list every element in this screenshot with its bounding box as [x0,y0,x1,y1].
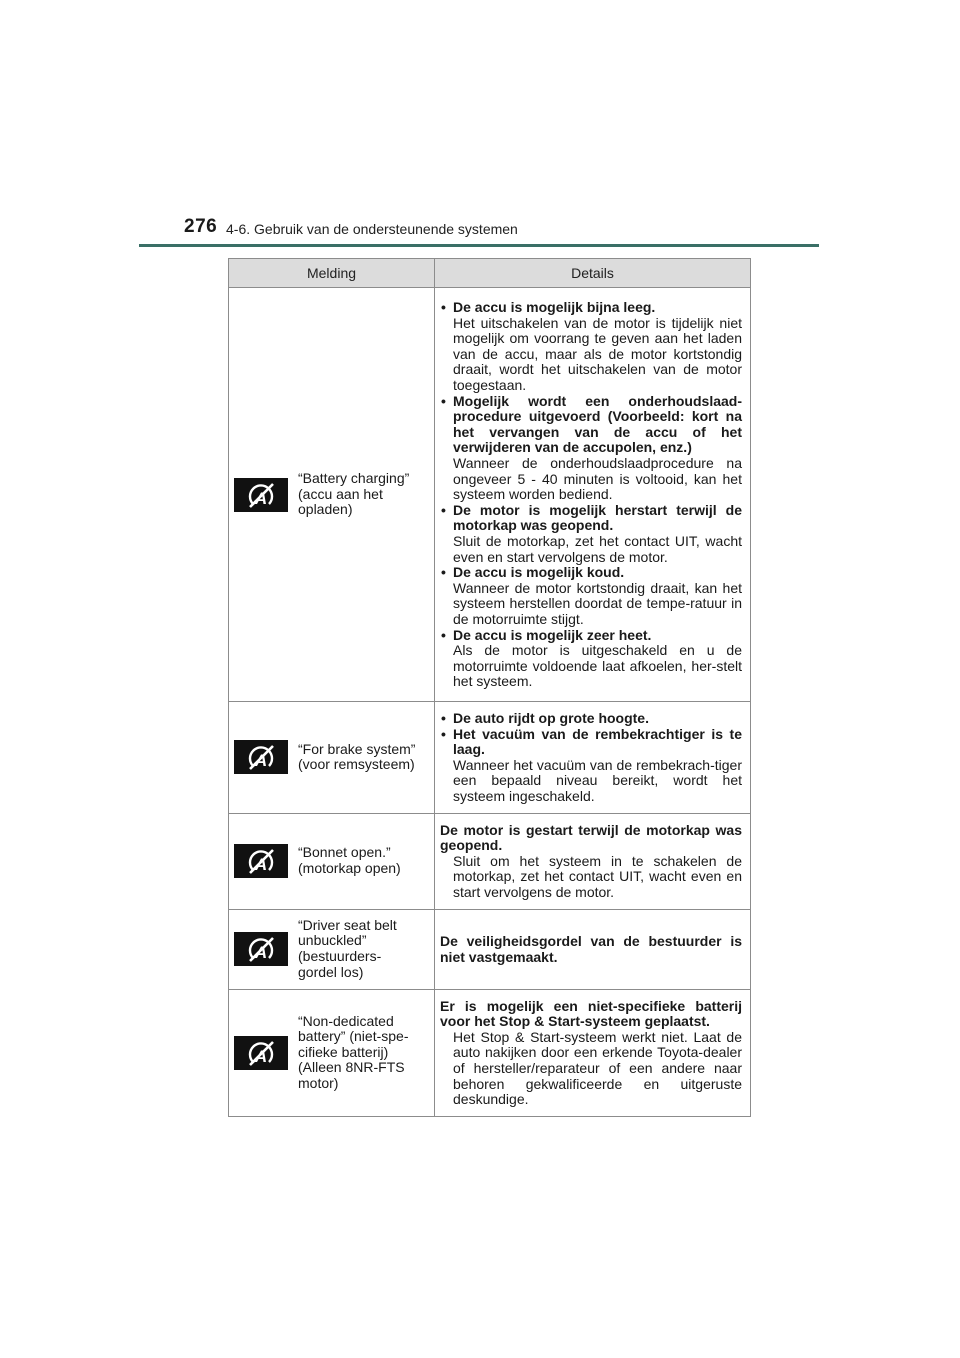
message-cell [229,288,435,702]
detail-heading: • De motor is mogelijk herstart terwijl de motorkap was geopend. [453,501,742,534]
detail-heading: • De accu is mogelijk koud. [453,564,625,581]
details-cell [435,909,751,989]
table-row [229,989,751,1116]
message-text: “Bonnet open.” (motorkap open) [298,844,401,877]
table-row [229,813,751,909]
table-row [229,288,751,702]
message-table [228,258,751,1117]
stop-start-off-icon [234,844,288,878]
stop-start-off-icon [234,1036,288,1070]
detail-text: Sluit om het systeem in te schakelen de motorkap, zet het contact UIT, wacht even en start vervolgens de motor. [453,852,742,900]
list-item [440,503,742,565]
detail-heading: Er is mogelijk een niet-specifieke batterij voor het Stop & Start-systeem geplaatst. [440,997,742,1030]
column-header-details: Details [435,259,751,288]
table-row [229,909,751,989]
detail-heading: • De accu is mogelijk zeer heet. [453,626,652,643]
stop-start-off-icon [234,740,288,774]
message-cell [229,702,435,814]
detail-text: Sluit de motorkap, zet het contact UIT, wacht even en start vervolgens de motor. [453,532,742,565]
details-list [440,300,742,690]
detail-heading: • Mogelijk wordt een onderhoudslaad-procedure uitgevoerd (Voorbeeld: kort na het vervangen van de accu of het verwijderen van de accupolen, enz.) [453,392,742,456]
message-cell [229,909,435,989]
detail-text: Het uitschakelen van de motor is tijdelijk niet mogelijk om voorrang te geven aan het laden van de accu, maar als de motor kortstondig draait, wordt het uitschakelen van de motor toegestaan. [453,314,742,394]
details-cell [435,288,751,702]
detail-text: Wanneer de motor kortstondig draait, kan het systeem herstellen doordat de tempe-ratuur in de motorruimte stijgt. [453,579,742,627]
list-item [440,628,742,690]
list-item [440,727,742,805]
detail-text: Het Stop & Start-systeem werkt niet. Laat de auto nakijken door een erkende Toyota-dealer of hersteller/reparateur of een andere naar behoren gekwalificeerde en uitgeruste deskundige. [453,1028,742,1108]
details-cell [435,813,751,909]
detail-text: Wanneer het vacuüm van de rembekrach-tiger een bepaald niveau bereikt, wordt het systeem ingeschakeld. [453,756,742,804]
details-cell [435,989,751,1116]
table-row [229,702,751,814]
detail-heading: De veiligheidsgordel van de bestuurder is niet vastgemaakt. [440,932,742,965]
message-text: “Battery charging” (accu aan het opladen) [298,470,410,518]
message-text: “Driver seat belt unbuckled” (bestuurders- gordel los) [298,916,397,980]
table-header-row [229,259,751,288]
stop-start-off-icon [234,478,288,512]
svg-text:A: A [254,855,268,875]
stop-start-off-icon [234,932,288,966]
message-text: “For brake system” (voor remsysteem) [298,740,416,773]
svg-text:A: A [254,1046,268,1066]
page-header [184,216,820,246]
header-rule [139,244,819,247]
table-body [229,288,751,1117]
column-header-melding: Melding [229,259,435,288]
detail-heading: • Het vacuüm van de rembekrachtiger is te laag. [453,725,742,758]
list-item [440,394,742,503]
list-item [440,711,742,727]
message-text: “Non-dedicated battery” (niet-spe- cifieke batterij) (Alleen 8NR-FTS motor) [298,1012,409,1091]
section-title: 4-6. Gebruik van de ondersteunende systemen [226,221,518,237]
detail-heading: • De accu is mogelijk bijna leeg. [453,299,656,316]
details-cell [435,702,751,814]
detail-text: Als de motor is uitgeschakeld en u de motorruimte voldoende laat afkoelen, her-stelt het systeem. [453,642,742,690]
detail-heading: • De auto rijdt op grote hoogte. [453,710,649,726]
svg-text:A: A [254,943,268,963]
page-number: 276 [184,216,218,237]
detail-text: Wanneer de onderhoudslaadprocedure na ongeveer 5 - 40 minuten is voltooid, kan het systeem worden bediend. [453,455,742,503]
message-cell [229,813,435,909]
list-item [440,300,742,394]
svg-text:A: A [254,488,268,508]
message-cell [229,989,435,1116]
list-item [440,565,742,627]
details-list [440,711,742,805]
detail-heading: De motor is gestart terwijl de motorkap was geopend. [440,821,742,854]
svg-text:A: A [254,751,268,771]
